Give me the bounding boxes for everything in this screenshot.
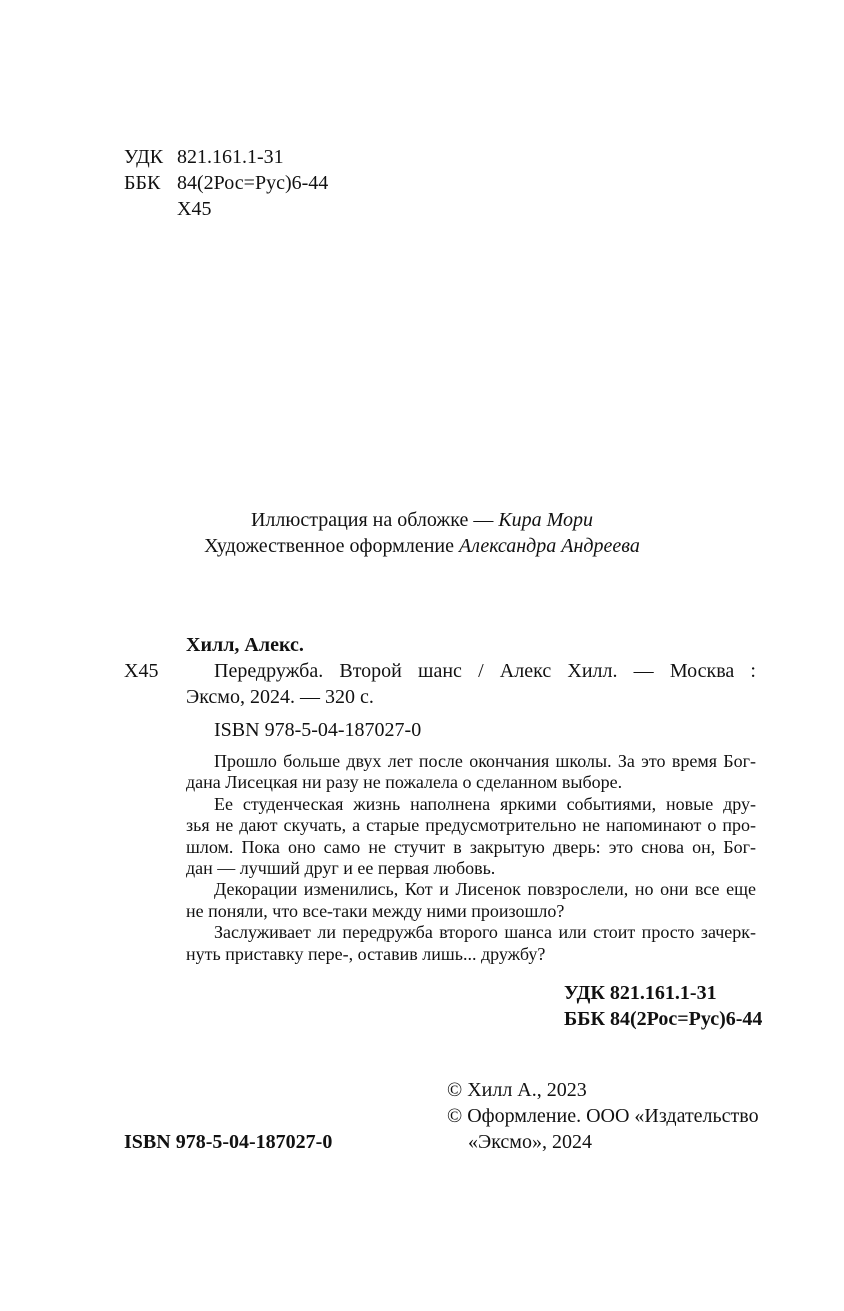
udk-classification: УДК 821.161.1-31: [564, 982, 717, 1004]
bbk-label: ББК: [124, 172, 161, 194]
bibliography-line-2: Эксмо, 2024. — 320 с.: [186, 686, 374, 708]
annotation-line: дан — лучший друг и ее первая любовь.: [186, 857, 496, 878]
bibliography-isbn: ISBN 978-5-04-187027-0: [214, 719, 422, 741]
udk-label: УДК: [124, 146, 164, 168]
annotation-line: Декорации изменились, Кот и Лисенок повзрослели, но они все еще: [214, 879, 756, 900]
copyright-design-line-1: © Оформление. ООО «Издательство: [447, 1105, 759, 1127]
copyright-design-line-2: «Эксмо», 2024: [468, 1131, 592, 1153]
annotation-line: Заслуживает ли передружба второго шанса или стоит просто зачерк-: [214, 922, 756, 943]
annotation-line: Ее студенческая жизнь наполнена яркими событиями, новые дру-: [214, 793, 756, 814]
illustration-prefix: Иллюстрация на обложке —: [250, 509, 494, 531]
bibliography-line-1: Передружба. Второй шанс / Алекс Хилл. — Москва :: [214, 660, 756, 682]
bbk-value: 84(2Рос=Рус)6-44: [177, 172, 329, 194]
design-prefix: Художественное оформление: [204, 535, 454, 557]
udk-header-line: [124, 144, 284, 170]
bibliography-mark: Х45: [124, 660, 159, 682]
footer-isbn: ISBN 978-5-04-187027-0: [124, 1131, 333, 1153]
copyright-author: © Хилл А., 2023: [447, 1079, 587, 1101]
annotation-line: Прошло больше двух лет после окончания школы. За это время Бог-: [214, 751, 756, 771]
annotation-line: дана Лисецкая ни разу не пожалела о сделанном выборе.: [186, 772, 623, 793]
illustrator-name: Кира Мори: [498, 509, 593, 531]
bibliography-author: Хилл, Алекс.: [186, 634, 304, 656]
annotation-line: шлом. Пока оно само не стучит в закрытую дверь: это снова он, Бог-: [186, 836, 756, 857]
design-credit: [0, 533, 844, 559]
annotation-line: не поняли, что все-таки между ними произошло?: [186, 900, 565, 921]
designer-name: Александра Андреева: [458, 535, 640, 557]
bbk-classification: ББК 84(2Рос=Рус)6-44: [564, 1008, 763, 1030]
udk-value: 821.161.1-31: [177, 146, 284, 168]
illustration-credit: [0, 507, 844, 533]
bbk-header-line: [124, 170, 328, 196]
annotation: [186, 751, 756, 965]
author-mark-header: Х45: [177, 198, 212, 220]
annotation-line: зья не дают скучать, а старые предусмотрительно не напоминают о про-: [186, 815, 756, 836]
annotation-line: нуть приставку пере-, оставив лишь... дружбу?: [186, 943, 546, 964]
